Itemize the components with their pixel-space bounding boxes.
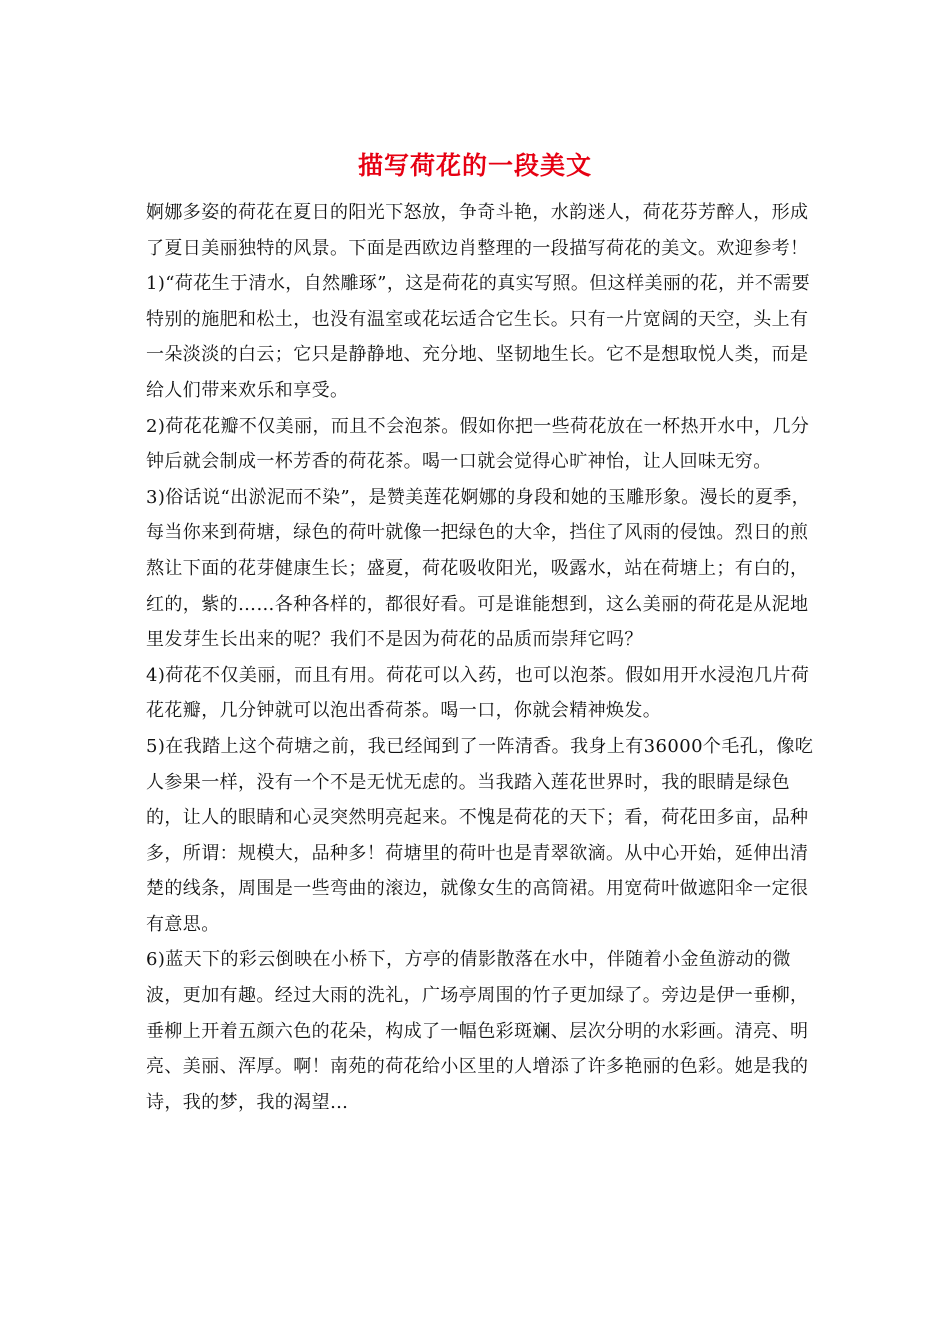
paragraph-2: 2)荷花花瓣不仅美丽，而且不会泡茶。假如你把一些荷花放在一杯热开水中，几分钟后就会制成一杯芳香的荷花茶。喝一口就会觉得心旷神怡，让人回味无穷。 — [146, 415, 810, 473]
paragraph-1: 1)“荷花生于清水，自然雕琢”，这是荷花的真实写照。但这样美丽的花，并不需要特别的施肥和松土，也没有温室或花坛适合它生长。只有一片宽阔的天空，头上有一朵淡淡的白云；它只是静静地、充分地、坚韧地生长。它不是想取悦人类，而是给人们带来欢乐和享受。 — [146, 273, 811, 401]
paragraph-5: 5)在我踏上这个荷塘之前，我已经闻到了一阵清香。我身上有36000个毛孔，像吃人参果一样，没有一个不是无忧无虑的。当我踏入莲花世界时，我的眼睛是绿色的，让人的眼睛和心灵突然明亮起来。不愧是荷花的天下；看，荷花田多亩，品种多，所谓：规模大，品种多！荷塘里的荷叶也是青翠欲滴。从中心开始，延伸出清楚的线条，周围是一些弯曲的滚边，就像女生的高筒裙。用宽荷叶做遮阳伞一定很有意思。 — [146, 735, 814, 935]
document-body — [146, 195, 816, 1120]
paragraph-3: 3)俗话说“出淤泥而不染”，是赞美莲花婀娜的身段和她的玉雕形象。漫长的夏季，每当你来到荷塘，绿色的荷叶就像一把绿色的大伞，挡住了风雨的侵蚀。烈日的煎熬让下面的花芽健康生长；盛夏，荷花吸收阳光，吸露水，站在荷塘上；有白的，红的，紫的……各种各样的，都很好看。可是谁能想到，这么美丽的荷花是从泥地里发芽生长出来的呢？我们不是因为荷花的品质而崇拜它吗？ — [146, 486, 811, 651]
paragraph-4: 4)荷花不仅美丽，而且有用。荷花可以入药，也可以泡茶。假如用开水浸泡几片荷花花瓣，几分钟就可以泡出香荷茶。喝一口，你就会精神焕发。 — [146, 664, 810, 722]
paragraph-intro: 婀娜多姿的荷花在夏日的阳光下怒放，争奇斗艳，水韵迷人，荷花芬芳醉人，形成了夏日美丽独特的风景。下面是西欧边肖整理的一段描写荷花的美文。欢迎参考！ — [146, 202, 809, 259]
paragraph-6: 6)蓝天下的彩云倒映在小桥下，方亭的倩影散落在水中，伴随着小金鱼游动的微波，更加有趣。经过大雨的洗礼，广场亭周围的竹子更加绿了。旁边是伊一垂柳，垂柳上开着五颜六色的花朵，构成了一幅色彩斑斓、层次分明的水彩画。清亮、明亮、美丽、浑厚。啊！南苑的荷花给小区里的人增添了许多艳丽的色彩。她是我的诗，我的梦，我的渴望… — [146, 949, 809, 1113]
document-title: 描写荷花的一段美文 — [357, 151, 592, 180]
